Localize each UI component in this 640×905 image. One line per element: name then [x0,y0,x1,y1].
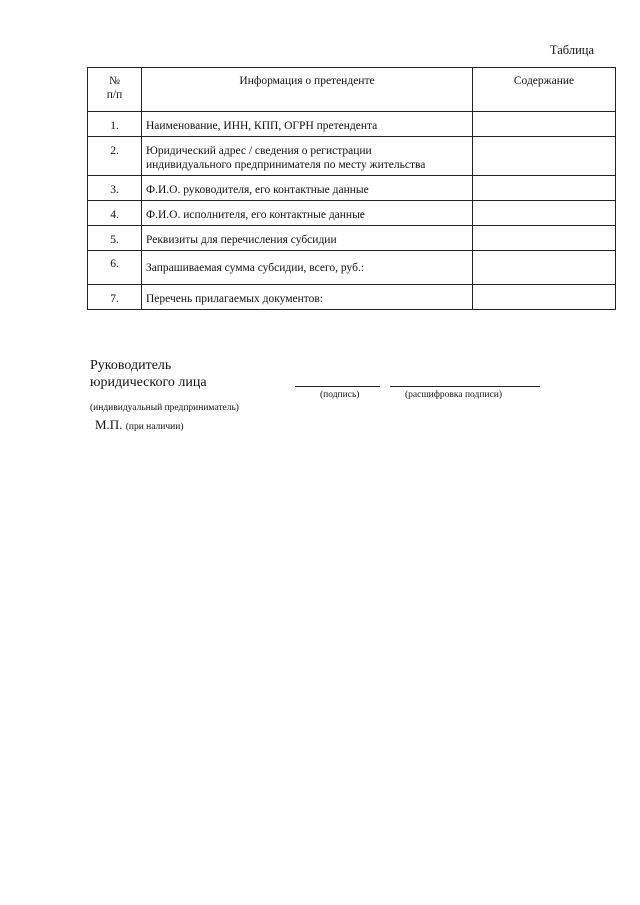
row-info: Ф.И.О. руководителя, его контактные данные [142,176,473,201]
row-content-cell[interactable] [473,251,616,285]
signatory-title [90,357,207,391]
row-info: Перечень прилагаемых документов: [142,285,473,310]
row-info: Реквизиты для перечисления субсидии [142,226,473,251]
row-content-cell[interactable] [473,112,616,137]
signatory-title-line2: юридического лица [90,375,207,390]
stamp-label: М.П. [95,417,123,432]
row-number: 7. [88,285,142,310]
header-content: Содержание [473,68,616,112]
signature-caption: (подпись) [320,390,360,400]
header-info: Информация о претенденте [142,68,473,112]
row-info [142,137,473,176]
signatory-title-line1: Руководитель [90,358,172,373]
row-info: Запрашиваемая сумма субсидии, всего, руб.: [142,251,473,285]
row-number: 5. [88,226,142,251]
stamp-place [95,417,183,433]
row-content-cell[interactable] [473,201,616,226]
row-number: 2. [88,137,142,176]
row-info-line2: индивидуального предпринимателя по месту жительства [146,159,426,171]
table-row [88,137,616,176]
header-number [88,68,142,112]
row-number: 1. [88,112,142,137]
row-number: 3. [88,176,142,201]
header-number-line1: № [109,75,120,87]
row-number: 4. [88,201,142,226]
row-content-cell[interactable] [473,226,616,251]
table-row [88,285,616,310]
table-caption: Таблица [549,43,594,57]
row-info: Наименование, ИНН, КПП, ОГРН претендента [142,112,473,137]
header-number-line2: п/п [106,89,123,101]
row-number: 6. [88,251,142,285]
ip-note: (индивидуальный предприниматель) [90,403,239,413]
row-content-cell[interactable] [473,137,616,176]
table-row [88,226,616,251]
table-row [88,112,616,137]
row-content-cell[interactable] [473,176,616,201]
table-header-row [88,68,616,112]
table-row [88,251,616,285]
table-row [88,176,616,201]
signature-decode-caption: (расшифровка подписи) [405,390,502,400]
table-row [88,201,616,226]
row-info: Ф.И.О. исполнителя, его контактные данные [142,201,473,226]
row-info-line1: Юридический адрес / сведения о регистрации [146,145,372,157]
signature-line[interactable] [295,386,380,387]
signature-decode-line[interactable] [390,386,540,387]
row-content-cell[interactable] [473,285,616,310]
signature-block [90,357,610,437]
applicant-info-table [87,67,616,310]
stamp-note: (при наличии) [125,422,184,432]
